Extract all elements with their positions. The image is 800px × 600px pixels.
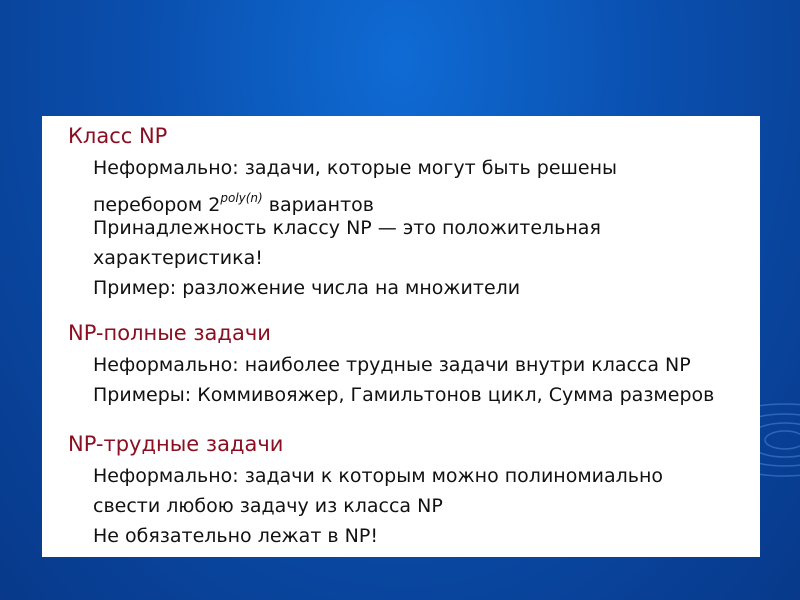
text-line: Неформально: наиболее трудные задачи внутри класса NP	[93, 354, 691, 376]
slide-content-card	[42, 116, 760, 557]
text-fragment: вариантов	[262, 194, 374, 216]
section-heading: Класс NP	[68, 124, 168, 148]
exponent-text: poly(n)	[220, 191, 263, 205]
text-line: характеристика!	[93, 247, 263, 269]
text-line: свести любою задачу из класса NP	[93, 495, 443, 517]
section-heading: NP-трудные задачи	[68, 432, 284, 456]
text-line: Примеры: Коммивояжер, Гамильтонов цикл, Сумма размеров	[93, 384, 715, 406]
text-fragment: перебором 2	[93, 194, 221, 216]
text-line: Принадлежность классу NP — это положительная	[93, 217, 601, 239]
text-line: Неформально: задачи, которые могут быть решены	[93, 157, 618, 179]
section-heading: NP-полные задачи	[68, 321, 271, 345]
text-line: Пример: разложение числа на множители	[93, 277, 521, 299]
text-line: Не обязательно лежат в NP!	[93, 525, 378, 547]
text-line-formula	[93, 186, 374, 217]
text-line: Неформально: задачи к которым можно полиномиально	[93, 465, 664, 487]
